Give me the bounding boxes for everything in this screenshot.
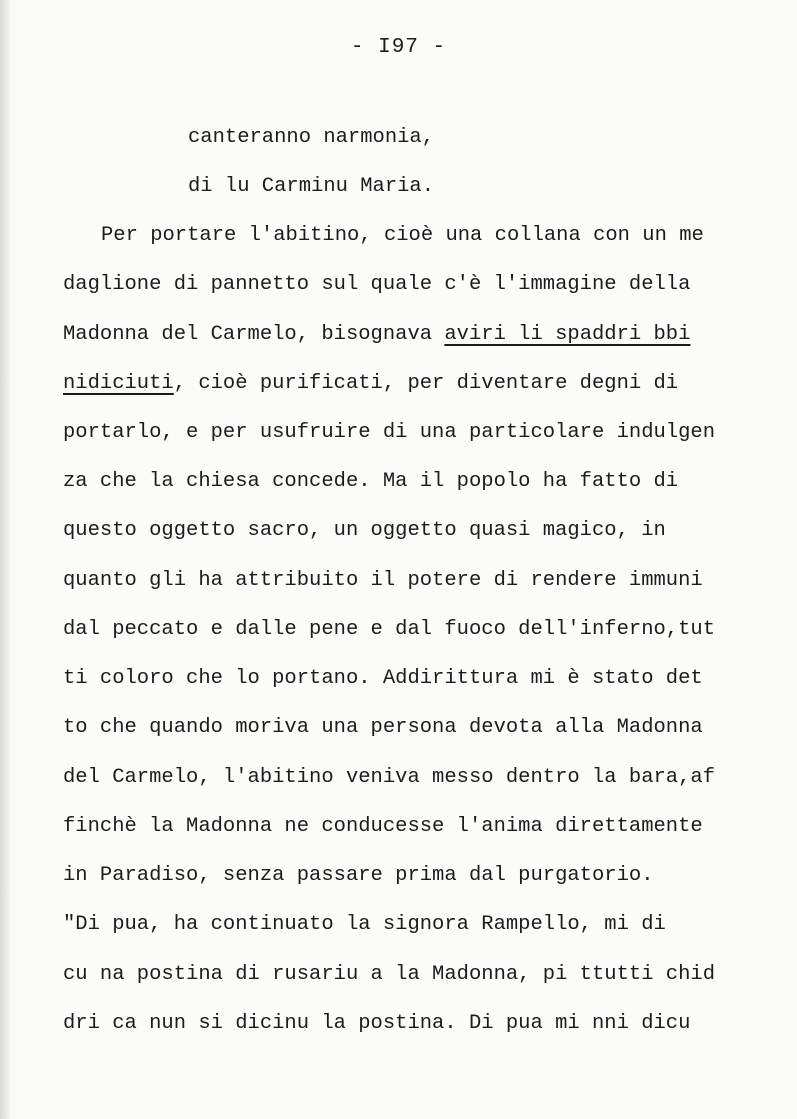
- text-line: del Carmelo, l'abitino veniva messo dentro la bara,af: [63, 766, 716, 789]
- text-line: Per portare l'abitino, cioè una collana con un me: [101, 224, 704, 247]
- text-line: quanto gli ha attribuito il potere di rendere immuni: [63, 569, 703, 592]
- text-line: dal peccato e dalle pene e dal fuoco dell'inferno,tut: [63, 618, 716, 641]
- text-line: Madonna del Carmelo, bisognava aviri li spaddri bbi: [63, 323, 691, 346]
- underlined-phrase: aviri li spaddri bbi: [444, 323, 691, 346]
- text-line: dri ca nun si dicinu la postina. Di pua mi nni dicu: [63, 1012, 691, 1035]
- text-line: "Di pua, ha continuato la signora Rampello, mi di: [63, 913, 666, 936]
- text-line: cu na postina di rusariu a la Madonna, pi ttutti chid: [63, 963, 716, 986]
- text-line: nidiciuti, cioè purificati, per diventare degni di: [63, 372, 679, 395]
- text-line: in Paradiso, senza passare prima dal purgatorio.: [63, 864, 654, 887]
- underlined-phrase: nidiciuti: [63, 372, 174, 395]
- text-line: za che la chiesa concede. Ma il popolo ha fatto di: [63, 470, 679, 493]
- text-line: to che quando moriva una persona devota alla Madonna: [63, 716, 703, 739]
- text-line: ti coloro che lo portano. Addirittura mi è stato det: [63, 667, 703, 690]
- page-number: - I97 -: [350, 36, 447, 59]
- page-edge-shadow: [0, 0, 10, 1119]
- text-line: canteranno narmonia,: [188, 126, 435, 149]
- text-line: finchè la Madonna ne conducesse l'anima direttamente: [63, 815, 703, 838]
- text-line: questo oggetto sacro, un oggetto quasi magico, in: [63, 519, 666, 542]
- text-line: portarlo, e per usufruire di una particolare indulgen: [63, 421, 716, 444]
- text-line: daglione di pannetto sul quale c'è l'immagine della: [63, 273, 691, 296]
- text-line: di lu Carminu Maria.: [188, 175, 435, 198]
